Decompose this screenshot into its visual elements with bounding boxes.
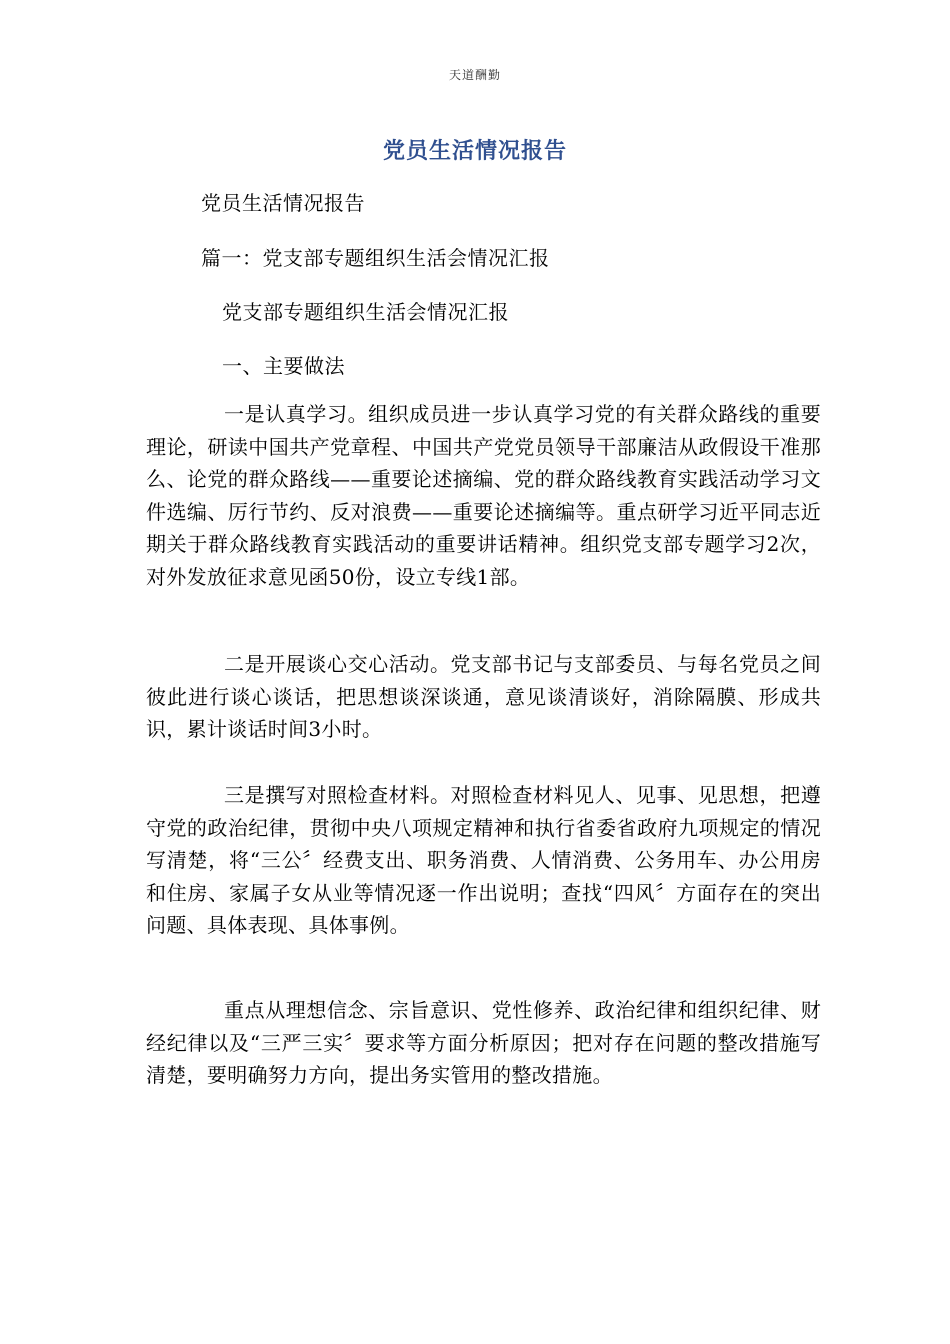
paragraph-heart-to-heart — [146, 648, 821, 746]
document-subtitle: 党员生活情况报告 — [201, 191, 365, 215]
paragraph-rectification — [146, 994, 821, 1092]
paragraph-study — [146, 398, 821, 594]
chapter-heading: 篇一：党支部专题组织生活会情况汇报 — [201, 246, 550, 270]
paragraph-text: 三是撰写对照检查材料。对照检查材料见人、见事、见思想，把遵守党的政治纪律，贯彻中央八项规定精神和执行省委省政府九项规定的情况写清楚，将“三公〞经费支出、职务消费、人情消费、公务用车、办公用房和住房、家属子女从业等情况逐一作出说明；查找“四风〞方面存在的突出问题、具体表现、具体事例。 — [146, 783, 821, 938]
paragraph-review-materials — [146, 779, 821, 942]
page-header: 天道酬勤 — [448, 68, 501, 82]
report-heading: 党支部专题组织生活会情况汇报 — [222, 300, 509, 324]
paragraph-text: 重点从理想信念、宗旨意识、党性修养、政治纪律和组织纪律、财经纪律以及“三严三实〞要求等方面分析原因；把对存在问题的整改措施写清楚，要明确努力方向，提出务实管用的整改措施。 — [146, 998, 821, 1088]
section-heading: 一、主要做法 — [222, 354, 345, 378]
paragraph-text: 二是开展谈心交心活动。党支部书记与支部委员、与每名党员之间彼此进行谈心谈话，把思想谈深谈通，意见谈清谈好，消除隔膜、形成共识，累计谈话时间3小时。 — [146, 652, 821, 742]
document-title: 党员生活情况报告 — [382, 139, 567, 164]
paragraph-text: 一是认真学习。组织成员进一步认真学习党的有关群众路线的重要理论，研读中国共产党章程、中国共产党党员领导干部廉洁从政假设干准那么、论党的群众路线——重要论述摘编、党的群众路线教育实践活动学习文件选编、厉行节约、反对浪费——重要论述摘编等。重点研学习近平同志近期关于群众路线教育实践活动的重要讲话精神。组织党支部专题学习2次，对外发放征求意见函50份，设立专线1部。 — [146, 402, 821, 589]
